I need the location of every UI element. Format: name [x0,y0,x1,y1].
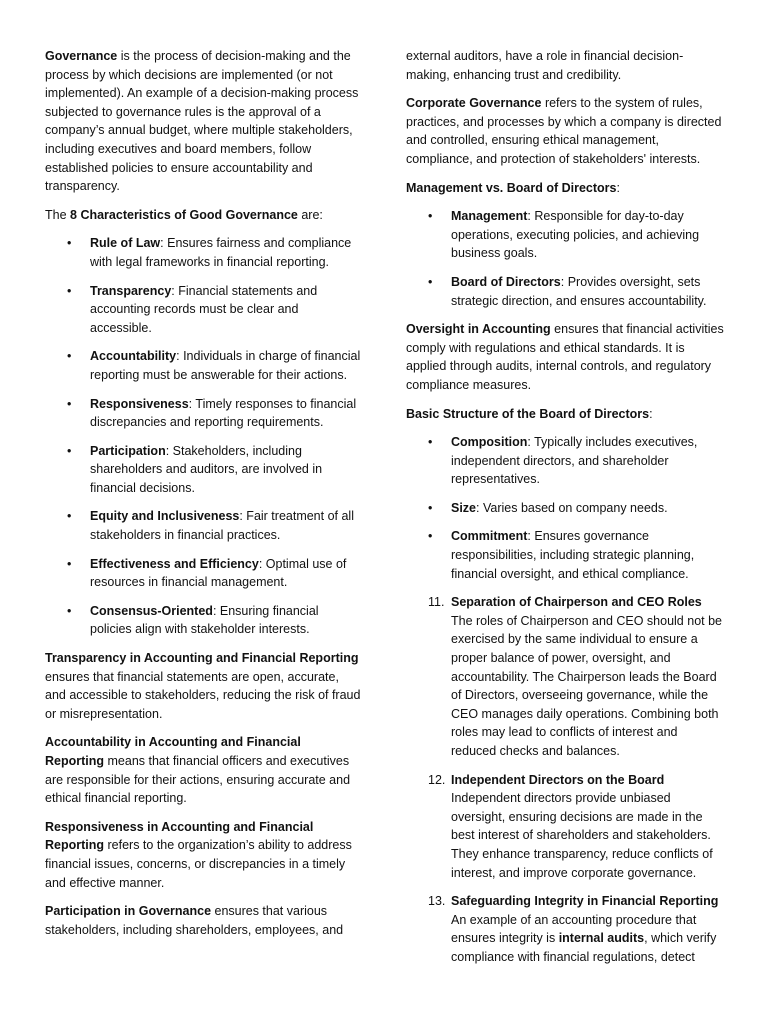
management-board-list [406,207,726,310]
term-governance: Governance [45,49,118,63]
bullet-icon: • [67,396,72,411]
list-item [406,499,726,518]
item-text: : Responsible for day-to-day operations, executing policies, and achieving business goals. [451,209,700,261]
paragraph-text: ensures that various stakeholders, including shareholders, employees, and [45,904,344,937]
item-title: Board of Directors [451,274,561,289]
management-vs-board-heading [406,179,726,198]
paragraph-text: ensures that financial activities comply with regulations and ethical standards. It is applied through audits, internal controls, and regulatory compliance measures. [406,322,724,392]
term: Corporate Governance [406,96,542,111]
item-text: : Provides oversight, sets strategic direction, and ensures accountability. [451,274,707,308]
item-text: : Stakeholders, including shareholders and auditors, are involved in financial decisions. [90,443,323,495]
characteristics-list [45,234,363,639]
item-text: : Timely responses to financial discrepancies and reporting requirements. [90,396,357,430]
item-text: , which verify compliance with financial regulations, detect [451,931,717,964]
heading-text: Management vs. Board of Directors [406,180,617,195]
bullet-icon: • [428,435,433,450]
corporate-governance-paragraph [406,94,726,168]
bullet-icon: • [428,500,433,515]
item-title: Composition [451,435,528,450]
paragraph-text: is the process of decision-making and the process by which decisions are implemented (or not implemented). An example of a decision-making process subjected to governance rules is the approval of a company’s annual budget, where multiple stakeholders, including executives and board members, follow established policies to ensure accountability and transparency. [45,49,359,194]
item-title: Accountability [90,349,177,364]
item-title: Responsiveness [90,396,189,411]
bullet-icon: • [67,236,72,251]
item-heading: Independent Directors on the Board [451,772,665,787]
list-item [45,507,363,544]
responsiveness-paragraph [45,818,363,892]
item-title: Transparency [90,283,172,298]
item-text: : Ensures governance responsibilities, including strategic planning, financial oversight, and ethical compliance. [451,529,695,581]
heading-suffix: : [616,180,620,195]
heading-suffix: : [649,406,653,421]
term: Responsiveness in Accounting and Financial Reporting [45,819,314,853]
right-column [406,47,726,977]
bullet-icon: • [67,509,72,524]
item-text: The roles of Chairperson and CEO should not be exercised by the same individual to ensure a proper balance of power, oversight, and accountability. The Chairperson leads the Board of Directors, overseeing governance, while the CEO manages daily operations. Combining both roles may lead to conflicts of interest and reduced checks and balances. [451,613,722,758]
list-item [45,555,363,592]
item-text: : Optimal use of resources in financial management. [90,556,347,590]
term: Transparency in Accounting and Financial Reporting [45,651,359,666]
board-structure-heading [406,405,726,424]
board-structure-list [406,433,726,583]
item-title: Equity and Inclusiveness [90,509,240,524]
bullet-icon: • [67,556,72,571]
continuation-paragraph: external auditors, have a role in financial decision-making, enhancing trust and credibility. [406,49,684,82]
list-item [45,347,363,384]
item-bold: internal audits [558,931,645,946]
transparency-paragraph [45,649,363,723]
item-number: 12. [428,772,446,787]
left-column [45,47,363,949]
numbered-item [406,892,726,966]
list-item [406,433,726,489]
bullet-icon: • [428,274,433,289]
list-item [45,602,363,639]
item-number: 11. [428,595,445,610]
paragraph-text: ensures that financial statements are open, accurate, and accessible to stakeholders, reducing the risk of fraud or misrepresentation. [45,669,361,721]
list-item [45,282,363,338]
intro-text: The [45,207,71,222]
numbered-list [406,593,726,966]
bullet-icon: • [67,349,72,364]
item-title: Size [451,500,477,515]
intro-bold: 8 Characteristics of Good Governance [70,207,298,222]
item-title: Rule of Law [90,236,161,251]
item-title: Participation [90,443,166,458]
oversight-paragraph [406,320,726,394]
list-item [45,234,363,271]
item-text: : Ensures fairness and compliance with legal frameworks in financial reporting. [90,236,352,269]
term: Oversight in Accounting [406,322,551,337]
numbered-item [406,593,726,760]
item-text: : Typically includes executives, independent directors, and shareholder representatives. [451,435,698,487]
characteristics-intro [45,206,363,225]
item-text: : Financial statements and accounting records must be clear and accessible. [90,283,318,335]
item-text: : Varies based on company needs. [476,500,668,515]
item-title: Commitment [451,529,528,544]
numbered-item [406,771,726,883]
item-heading: Safeguarding Integrity in Financial Reporting [451,894,719,909]
participation-paragraph [45,902,363,939]
item-text: : Fair treatment of all stakeholders in financial practices. [90,509,354,543]
item-title: Effectiveness and Efficiency [90,556,259,571]
item-text: Independent directors provide unbiased oversight, ensuring decisions are made in the best interest of shareholders and stakeholders. They enhance transparency, reduce conflicts of interest, and improve corporate governance. [451,791,713,880]
item-text: : Individuals in charge of financial reporting must be answerable for their actions. [90,349,361,382]
item-heading: Separation of Chairperson and CEO Roles [451,595,702,610]
paragraph-text: refers to the system of rules, practices, and processes by which a company is directed and controlled, ensuring ethical management, compliance, and protection of stakeholders' interests. [406,96,722,166]
item-title: Consensus-Oriented [90,603,213,618]
item-text: : Ensuring financial policies align with stakeholder interests. [90,603,319,637]
list-item [406,527,726,583]
paragraph-text: refers to the organization’s ability to address financial issues, concerns, or discrepancies in a timely and effective manner. [45,838,352,890]
bullet-icon: • [67,443,72,458]
accountability-paragraph [45,733,363,807]
term: Accountability in Accounting and Financial Reporting [45,735,301,768]
bullet-icon: • [67,603,72,618]
list-item [45,442,363,498]
item-number: 13. [428,894,446,909]
item-text: An example of an accounting procedure that ensures integrity is [451,912,697,946]
governance-paragraph [45,47,363,196]
list-item [406,273,726,310]
item-title: Management [451,209,528,224]
list-item [406,207,726,263]
list-item [45,395,363,432]
bullet-icon: • [428,209,433,224]
bullet-icon: • [428,529,433,544]
term: Participation in Governance [45,904,212,919]
paragraph-text: means that financial officers and executives are responsible for their actions, ensuring accurate and ethical financial reporting. [45,754,351,806]
heading-text: Basic Structure of the Board of Directors [406,406,650,421]
intro-suffix: are: [297,207,323,222]
bullet-icon: • [67,283,72,298]
